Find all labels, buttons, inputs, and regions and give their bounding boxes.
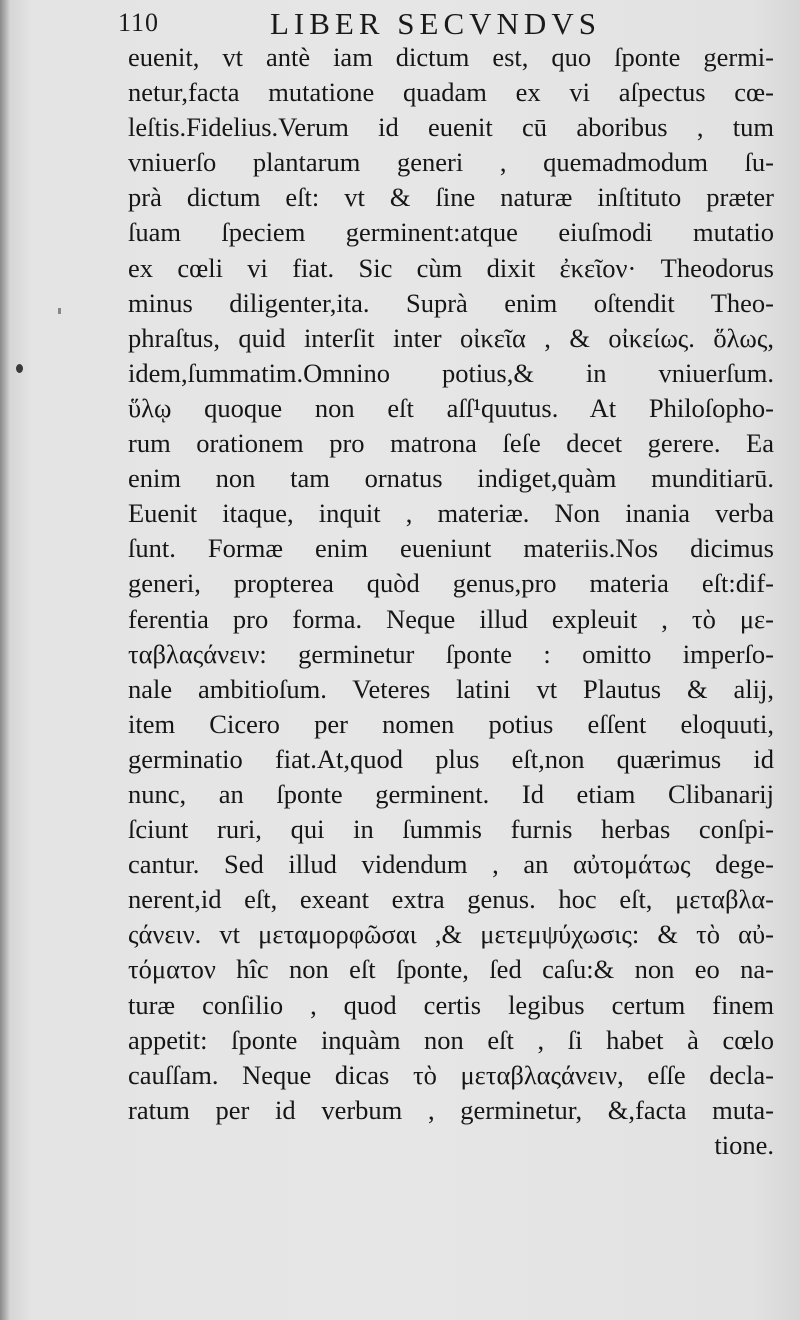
page-header — [118, 6, 788, 42]
text-line: nerent,id eſt, exeant extra genus. hoc eſt, μεταβλα- — [128, 884, 774, 915]
text-line: germinatio fiat.At,quod plus eſt,non quærimus id — [128, 743, 774, 774]
text-line: cantur. Sed illud videndum , an αὐτομάτως dege- — [128, 849, 774, 880]
text-line: vniuerſo plantarum generi , quemadmodum ſu- — [128, 147, 774, 178]
text-line: minus diligenter,ita. Suprà enim oſtendit Theo- — [128, 287, 774, 318]
text-line: ſunt. Formæ enim eueniunt materiis.Nos dicimus — [128, 533, 774, 564]
text-line: τόματον hîc non eſt ſponte, ſed caſu:& non eo na- — [128, 954, 774, 985]
text-line: ταβλαςάνειν: germinetur ſponte : omitto imperſo- — [128, 638, 774, 669]
text-line: idem,ſummatim.Omnino potius,& in vniuerſum. — [128, 357, 774, 388]
text-line: ςάνειν. vt μεταμορφῶσαι ,& μετεμψύχωσις: & τὸ αὐ- — [128, 919, 774, 950]
text-line: ex cœli vi fiat. Sic cùm dixit ἐκεῖον· Theodorus — [128, 252, 774, 283]
text-line: rum orationem pro matrona ſeſe decet gerere. Ea — [128, 428, 774, 459]
text-line: phraſtus, quid interſit inter οἰκεῖα , & οἰκείως. ὅλως, — [128, 322, 774, 353]
text-line: ſuam ſpeciem germinent:atque eiuſmodi mutatio — [128, 217, 774, 248]
text-line: cauſſam. Neque dicas τὸ μεταβλαςάνειν, eſſe decla- — [128, 1059, 774, 1090]
text-line: enim non tam ornatus indiget,quàm munditiarū. — [128, 463, 774, 494]
text-line: ferentia pro forma. Neque illud expleuit , τὸ με- — [128, 603, 774, 634]
text-line: appetit: ſponte inquàm non eſt , ſi habet à cœlo — [128, 1024, 774, 1055]
text-line: Euenit itaque, inquit , materiæ. Non inania verba — [128, 498, 774, 529]
text-line: ratum per id verbum , germinetur, &,facta muta- — [128, 1094, 774, 1125]
text-line: turæ conſilio , quod certis legibus certum finem — [128, 989, 774, 1020]
text-line: euenit, vt antè iam dictum est, quo ſponte germi- — [128, 42, 774, 72]
body-text — [128, 40, 774, 1163]
text-line: generi, propterea quòd genus,pro materia eſt:dif- — [128, 568, 774, 599]
text-line: nale ambitioſum. Veteres latini vt Plautus & alij, — [128, 673, 774, 704]
text-line: nunc, an ſponte germinent. Id etiam Clibanarij — [128, 778, 774, 809]
text-line: ὕλῳ quoque non eſt aſſ¹quutus. At Philoſopho- — [128, 392, 774, 423]
text-line-final: tione. — [714, 1129, 774, 1160]
margin-mark — [58, 308, 61, 314]
running-head: LIBER SECVNDVS — [270, 6, 601, 41]
text-line: item Cicero per nomen potius eſſent eloquuti, — [128, 708, 774, 739]
text-line: ſciunt ruri, qui in ſummis furnis herbas conſpi- — [128, 814, 774, 845]
page-number: 110 — [118, 8, 160, 37]
binding-shadow — [0, 0, 10, 1320]
text-line: leſtis.Fidelius.Verum id euenit cū aboribus , tum — [128, 112, 774, 143]
ink-blot — [16, 364, 23, 373]
text-line: prà dictum eſt: vt & ſine naturæ inſtituto præter — [128, 182, 774, 213]
text-line: netur,facta mutatione quadam ex vi aſpectus cœ- — [128, 77, 774, 108]
